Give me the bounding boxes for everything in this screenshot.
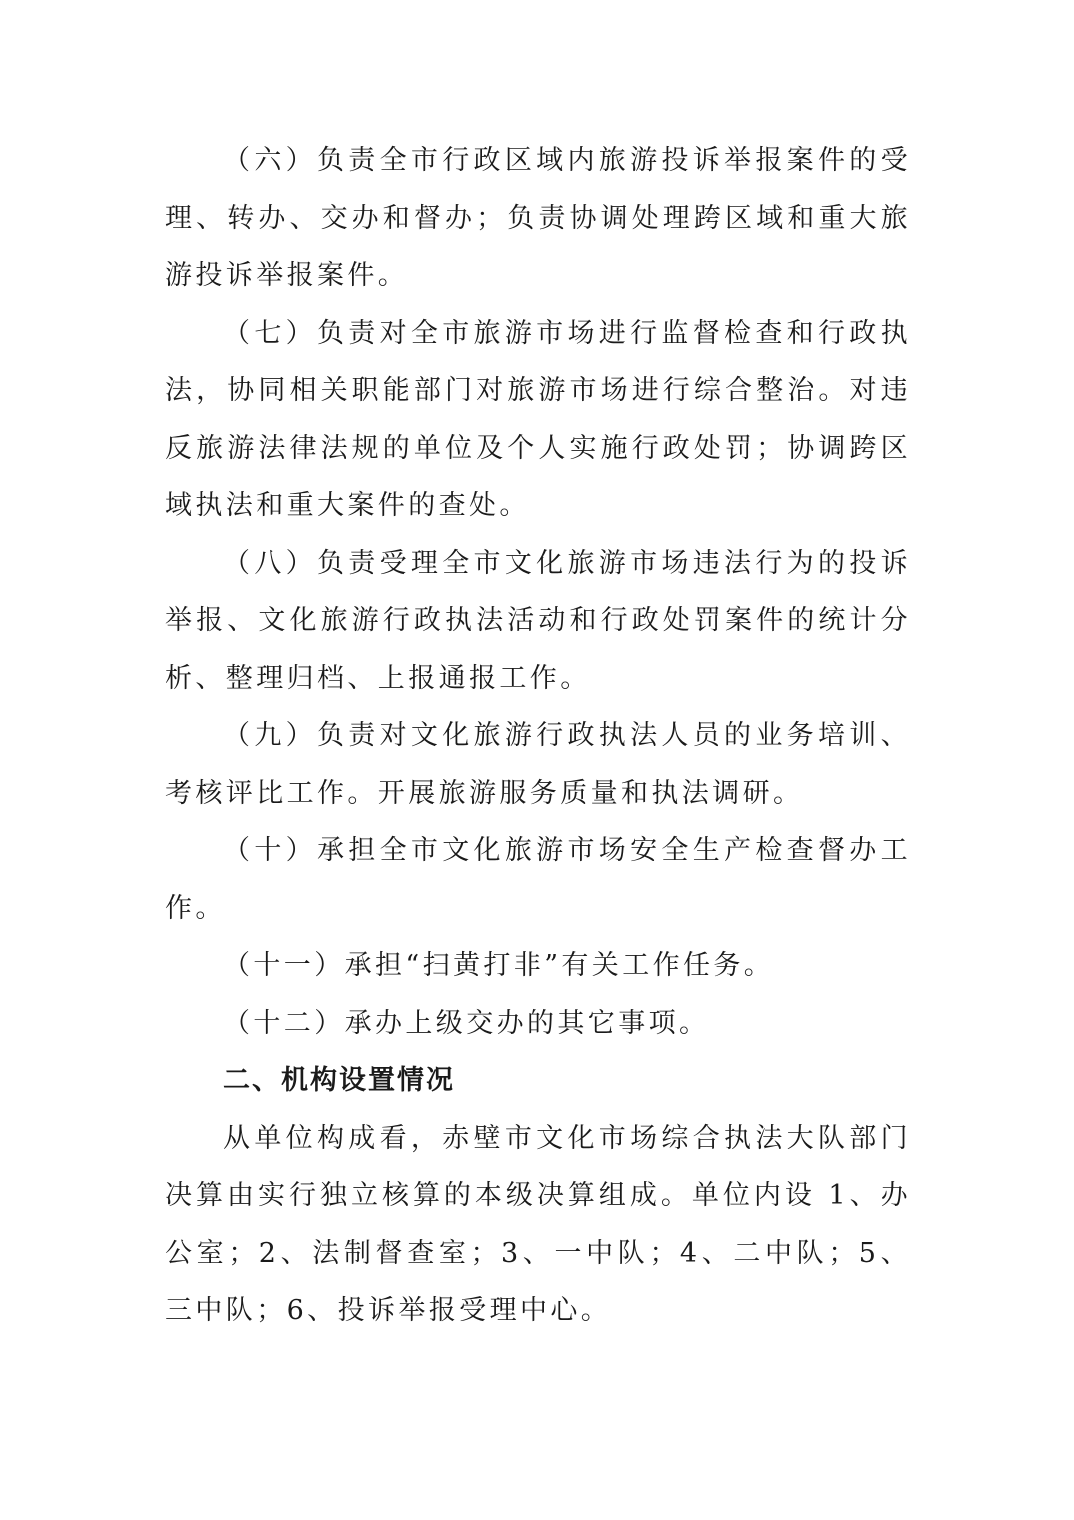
paragraph-item-12: （十二）承办上级交办的其它事项。 xyxy=(223,1007,710,1039)
paragraph-item-11: （十一）承担“扫黄打非”有关工作任务。 xyxy=(223,950,775,981)
section-heading: 二、机构设置情况 xyxy=(223,1065,455,1096)
paragraph-item-6: （六）负责全市行政区域内旅游投诉举报案件的受理、转办、交办和督办；负责协调处理跨区域和重大旅游投诉举报案件。 xyxy=(165,145,911,291)
paragraph-item-7: （七）负责对全市旅游市场进行监督检查和行政执法，协同相关职能部门对旅游市场进行综合整治。对违反旅游法律法规的单位及个人实施行政处罚；协调跨区域执法和重大案件的查处。 xyxy=(165,317,911,521)
paragraph-item-8: （八）负责受理全市文化旅游市场违法行为的投诉举报、文化旅游行政执法活动和行政处罚案件的统计分析、整理归档、上报通报工作。 xyxy=(165,547,911,694)
paragraph-item-10: （十）承担全市文化旅游市场安全生产检查督办工作。 xyxy=(165,835,911,924)
section-paragraph: 从单位构成看，赤壁市文化市场综合执法大队部门决算由实行独立核算的本级决算组成。单位内设 1、办公室；2、法制督查室；3、一中队；4、二中队；5、三中队；6、投诉举报受理中心。 xyxy=(165,1122,911,1326)
paragraph-item-9: （九）负责对文化旅游行政执法人员的业务培训、考核评比工作。开展旅游服务质量和执法调研。 xyxy=(165,720,911,809)
document-body xyxy=(165,132,911,1340)
